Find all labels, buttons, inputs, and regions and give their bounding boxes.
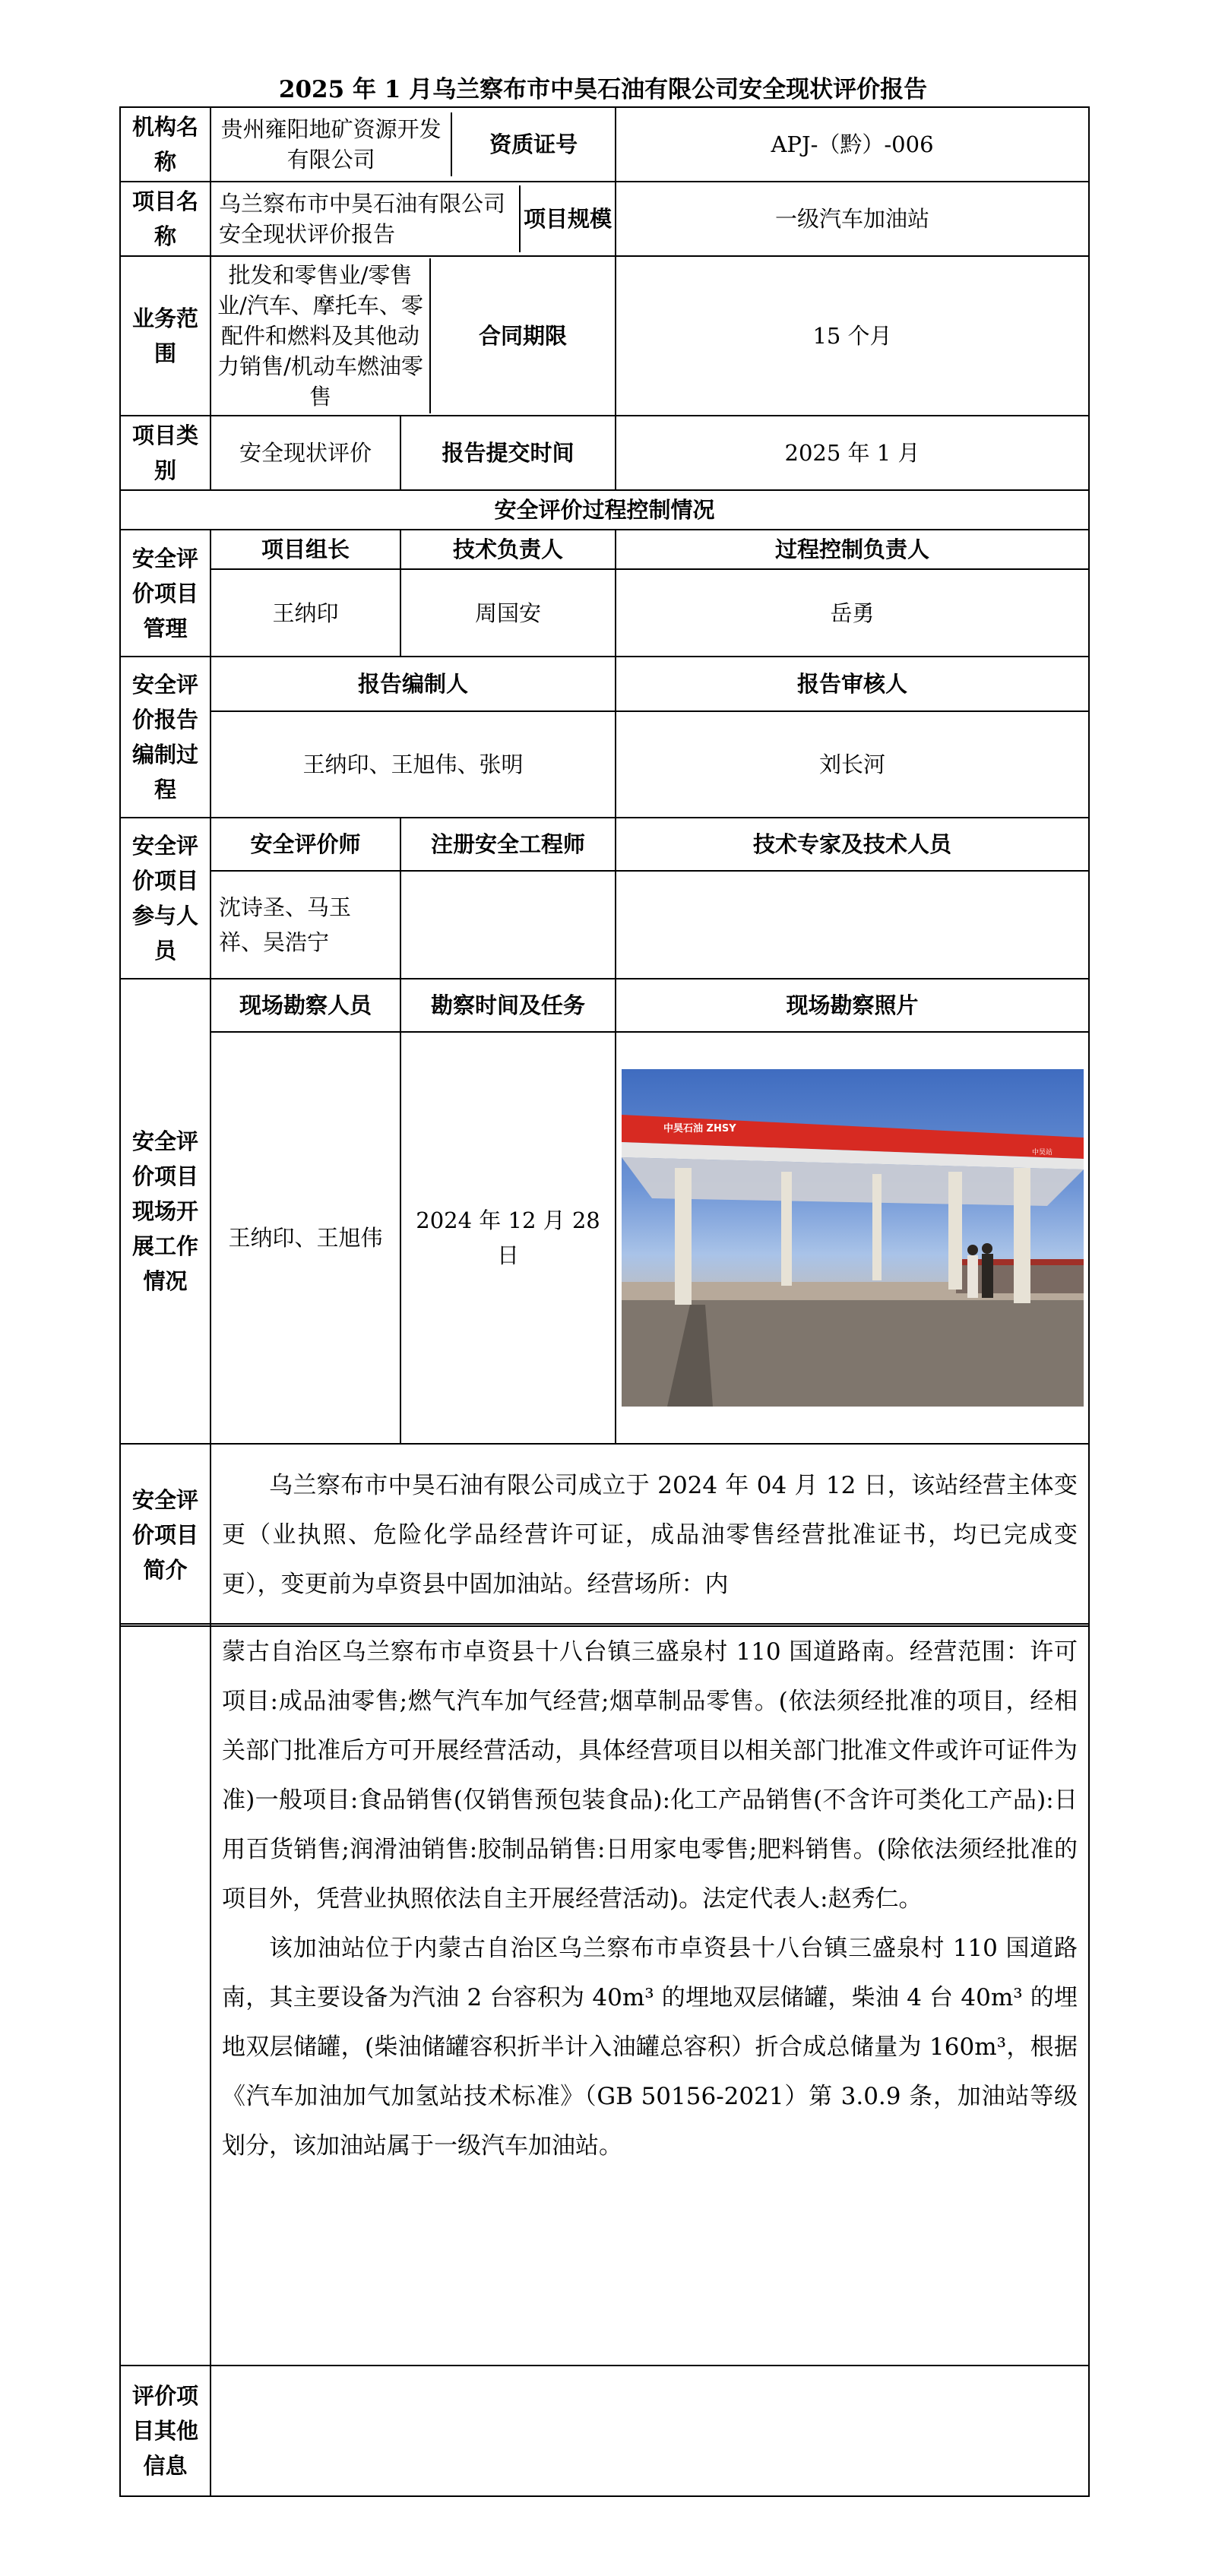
site-photo: [622, 1069, 1084, 1407]
compile-h2: 报告审核人: [616, 657, 1089, 711]
members-h2: 注册安全工程师: [400, 818, 616, 871]
document-title: 2025 年 1 月乌兰察布市中昊石油有限公司安全现状评价报告: [278, 76, 928, 103]
person-head: [982, 1243, 992, 1254]
compile-h1: 报告编制人: [210, 657, 616, 711]
summary-paragraph-1: 乌兰察布市中昊石油有限公司成立于 2024 年 04 月 12 日，该站经营主体变更（业执照、危险化学品经营许可证，成品油零售经营批准证书，均已完成变更），变更前为卓资县中固加油站。经营场所：内: [222, 1471, 1078, 1598]
person: [967, 1255, 978, 1298]
pillar: [675, 1168, 692, 1305]
members-label: 安全评价项目参与人员: [120, 818, 210, 979]
compile-label: 安全评价报告编制过程: [120, 657, 210, 818]
pillar: [948, 1172, 962, 1290]
management-v3: 岳勇: [616, 569, 1089, 657]
site-label: 安全评价项目现场开展工作情况: [120, 979, 210, 1444]
contract-value: 15 个月: [616, 256, 1089, 416]
summary-continuation-label: [120, 1624, 210, 2366]
project-value: 乌兰察布市中昊石油有限公司安全现状评价报告: [219, 191, 506, 247]
site-h1: 现场勘察人员: [210, 979, 400, 1032]
members-v2: [400, 871, 616, 979]
site-v1: 王纳印、王旭伟: [210, 1032, 400, 1444]
info-table-continued: [119, 1623, 1090, 2497]
canopy-sign-text-2: 中昊站: [1031, 1149, 1052, 1157]
site-h3: 现场勘察照片: [616, 979, 1089, 1032]
management-v2: 周国安: [400, 569, 616, 657]
management-h1: 项目组长: [210, 530, 400, 569]
summary-paragraph-2: 蒙古自治区乌兰察布市卓资县十八台镇三盛泉村 110 国道路南。经营范围：许可项目:成品油零售;燃气汽车加气经营;烟草制品零售。(依法须经批准的项目，经相关部门批准后方可开展经营活动，具体经营项目以相关部门批准文件或许可证件为准)一般项目:食品销售(仅销售预包装食品):化工产品销售(不含许可类化工产品):日用百货销售;润滑油销售:胶制品销售:日用家电零售;肥料销售。(除依法须经批准的项目外，凭营业执照依法自主开展经营活动)。法定代表人:赵秀仁。: [222, 1638, 1078, 1913]
management-h3: 过程控制负责人: [616, 530, 1089, 569]
category-label: 项目类别: [120, 416, 210, 490]
contract-label: 合同期限: [430, 258, 615, 413]
management-h2: 技术负责人: [400, 530, 616, 569]
summary-label: 安全评价项目简介: [120, 1444, 210, 1626]
site-h2: 勘察时间及任务: [400, 979, 616, 1032]
cert-value: APJ-（黔）-006: [616, 107, 1089, 182]
project-label: 项目名称: [120, 182, 210, 256]
members-h1: 安全评价师: [210, 818, 400, 871]
site-v2: 2024 年 12 月 28 日: [400, 1032, 616, 1444]
pillar: [1014, 1168, 1030, 1303]
process-heading: 安全评价过程控制情况: [120, 490, 1089, 530]
scale-label: 项目规模: [520, 185, 615, 252]
business-value: 批发和零售业/零售业/汽车、摩托车、零配件和燃料及其他动力销售/机动车燃油零售: [217, 262, 423, 410]
pillar: [781, 1172, 792, 1286]
compile-v1: 王纳印、王旭伟、张明: [210, 711, 616, 818]
members-v3: [616, 871, 1089, 979]
members-h3: 技术专家及技术人员: [616, 818, 1089, 871]
person: [982, 1254, 993, 1298]
compile-v2: 刘长河: [616, 711, 1089, 818]
other-label: 评价项目其他信息: [120, 2366, 210, 2496]
business-label: 业务范围: [120, 256, 210, 416]
submit-value: 2025 年 1 月: [616, 416, 1089, 490]
members-v1: 沈诗圣、马玉祥、吴浩宁: [210, 871, 400, 979]
person-head: [967, 1245, 978, 1255]
gas-station-illustration: [622, 1069, 1084, 1407]
management-v1: 王纳印: [210, 569, 400, 657]
cert-label: 资质证号: [451, 112, 615, 176]
pillar: [872, 1174, 882, 1280]
canopy-sign-text: 中昊石油 ZHSY: [663, 1123, 736, 1135]
org-label: 机构名称: [120, 107, 210, 182]
summary-paragraph-3: 该加油站位于内蒙古自治区乌兰察布市卓资县十八台镇三盛泉村 110 国道路南，其主要设备为汽油 2 台容积为 40m³ 的埋地双层储罐，柴油 4 台 40m³ 的埋地双层储罐，(柴油储罐容积折半计入油罐总容积）折合成总储量为 160m³，根据《汽车加油加气加氢站技术标准》（GB 50156-2021）第 3.0.9 条，加油站等级划分，该加油站属于一级汽车加油站。: [222, 1935, 1078, 2160]
submit-label: 报告提交时间: [400, 416, 616, 490]
management-label: 安全评价项目管理: [120, 530, 210, 657]
info-table: [119, 106, 1090, 1627]
org-value: 贵州雍阳地矿资源开发有限公司: [220, 116, 442, 172]
other-value: [210, 2366, 1089, 2496]
category-value: 安全现状评价: [210, 416, 400, 490]
scale-value: 一级汽车加油站: [616, 182, 1089, 256]
